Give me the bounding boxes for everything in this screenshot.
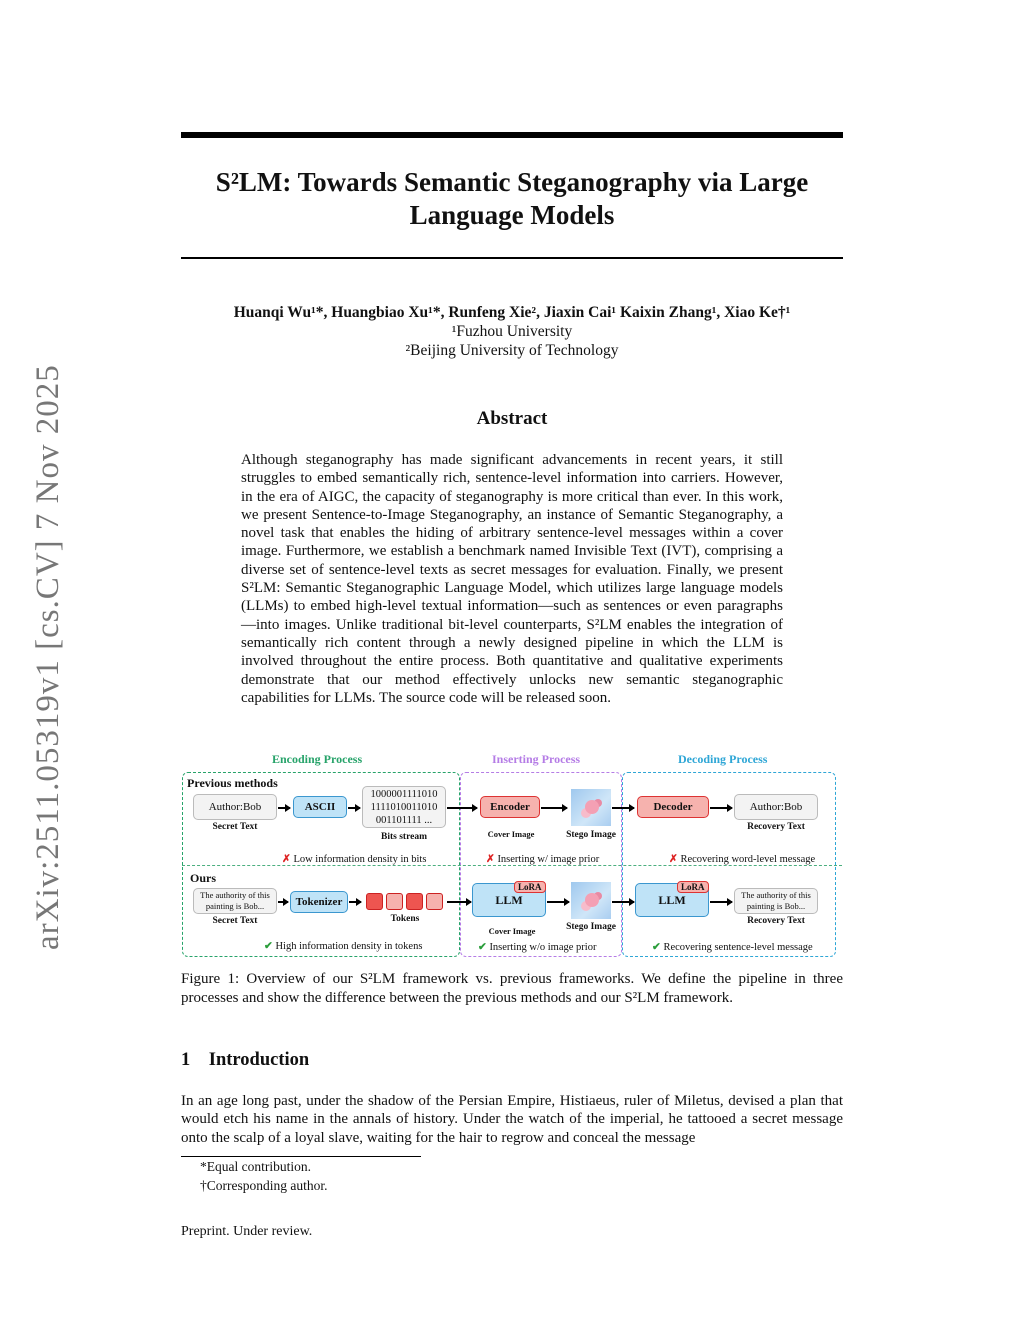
note-prev-decoding: ✗ Recovering word-level message [669,854,816,865]
arrow [547,901,569,903]
arrow [612,807,634,809]
encoding-process-heading: Encoding Process [272,752,363,766]
arrow [710,901,732,903]
cross-icon: ✗ [282,854,291,865]
ours-label: Ours [190,871,217,885]
lora-badge-decoding: LoRA [677,881,709,893]
previous-methods-label: Previous methods [187,776,278,790]
footnote-corresponding: †Corresponding author. [200,1178,328,1193]
stego-image-caption-ours: Stego Image [566,922,616,932]
arrow [710,807,732,809]
llm-box-decoding: LLM [635,883,709,917]
note-ours-encoding: ✔ High information density in tokens [264,941,423,952]
secret-text-long-box: The authority of this painting is Bob... [193,888,277,914]
figure-1 [180,752,844,962]
title-top-rule [181,132,843,138]
ascii-box: ASCII [293,796,347,818]
intro-paragraph: In an age long past, under the shadow of the Persian Empire, Histiaeus, ruler of Miletus, devised a plan that would etch his name in the annals of history. Under the watch of the imperial, he tattooed a secret message onto the scalp of a loyal slave, waiting for the hair to regrow and conceal the message [181,1093,843,1146]
abstract-body: Although steganography has made significant advancements in recent years, it still struggles to embed semantically rich, sentence-level information into carriers. However, in the era of AIGC, the capacity of steganography is more critical than ever. In this work, we present Sentence-to-Image Steganography, an instance of Semantic Steganography, a novel task that enables the hiding of arbitrary sentence-level messages within a cover image. Furthermore, we establish a benchmark named Invisible Text (IVT), comprising a diverse set of sentence-level texts as secret messages for evaluation. Finally, we present S²LM: Semantic Steganographic Language Model, which utilizes large language models (LLMs) to embed high-level textual information—such as sentences or even paragraphs—into images. Unlike traditional bit-level counterparts, S²LM enables the integration of semantically rich content through a newly designed pipeline in which the LLM is involved throughout the entire process. Both quantitative and qualitative experiments demonstrate that our method effectively unlocks new semantic steganographic capabilities for LLMs. The source code will be released soon. [241,452,783,706]
arrow [612,901,634,903]
decoding-process-heading: Decoding Process [678,752,768,766]
decoder-box: Decoder [637,796,709,818]
footnote-rule [181,1156,421,1157]
section-number: 1 [181,1050,191,1070]
token-block [386,893,403,910]
arrow [278,807,290,809]
paper-title [181,166,843,232]
note-ours-decoding: ✔ Recovering sentence-level message [652,942,813,953]
recovery-text-long-box: The authority of this painting is Bob... [734,888,818,914]
note-prev-encoding: ✗ Low information density in bits [282,854,427,865]
lora-badge-inserting: LoRA [514,881,546,893]
check-icon: ✔ [478,942,487,953]
token-block [406,893,423,910]
bits-stream-caption: Bits stream [381,832,427,842]
inserting-process-heading: Inserting Process [492,752,581,766]
llm-box-inserting: LLM [472,883,546,917]
note-ours-inserting: ✔ Inserting w/o image prior [478,942,597,953]
section-heading [181,1050,309,1071]
affiliation-1: ¹Fuzhou University [451,323,573,340]
cross-icon: ✗ [486,854,495,865]
page-footer: Preprint. Under review. [181,1224,313,1239]
token-block [426,893,443,910]
secret-text-caption: Secret Text [212,822,258,832]
bits-box: 1000001111010 1111010011010 001101111 ... [362,786,446,828]
recovery-text-caption-ours: Recovery Text [747,916,805,926]
arrow [348,807,360,809]
row-divider [182,865,842,866]
arrow [278,901,288,903]
recovery-text-box: Author:Bob [734,794,818,820]
check-icon: ✔ [652,942,661,953]
title-line-1: S²LM: Towards Semantic Steganography via Large [215,167,809,197]
arxiv-side-label: arXiv:2511.05319v1 [cs.CV] 7 Nov 2025 [30,364,66,950]
arrow [541,807,567,809]
cross-icon: ✗ [669,854,678,865]
arrow [349,901,361,903]
tokenizer-box: Tokenizer [290,891,348,913]
affiliation-2: ²Beijing University of Technology [405,342,619,359]
cover-image-caption-ours: Cover Image [488,926,536,936]
title-bottom-rule [181,257,843,259]
section-title: Introduction [208,1050,310,1070]
token-block [366,893,383,910]
secret-text-caption-ours: Secret Text [212,916,258,926]
figure-caption: Figure 1: Overview of our S²LM framework vs. previous frameworks. We define the pipeline in three processes and show the difference between the previous methods and our S²LM framework. [181,971,843,1006]
tokens-caption: Tokens [390,914,420,924]
stego-image-ours [571,882,611,919]
stego-image-caption-prev: Stego Image [566,830,616,840]
note-prev-inserting: ✗ Inserting w/ image prior [486,854,600,865]
recovery-text-caption: Recovery Text [747,822,805,832]
secret-text-box: Author:Bob [193,794,277,820]
title-line-2: Language Models [409,200,615,230]
arrow [447,901,471,903]
author-list: Huanqi Wu¹*, Huangbiao Xu¹*, Runfeng Xie², Jiaxin Cai¹ Kaixin Zhang¹, Xiao Ke†¹ [233,304,791,321]
arrow [447,807,477,809]
stego-image-prev [571,789,611,826]
encoder-box: Encoder [480,796,540,818]
abstract-heading: Abstract [476,408,548,429]
footnote-equal: *Equal contribution. [200,1159,311,1174]
cover-image-caption-prev: Cover Image [487,829,535,839]
check-icon: ✔ [264,941,273,952]
